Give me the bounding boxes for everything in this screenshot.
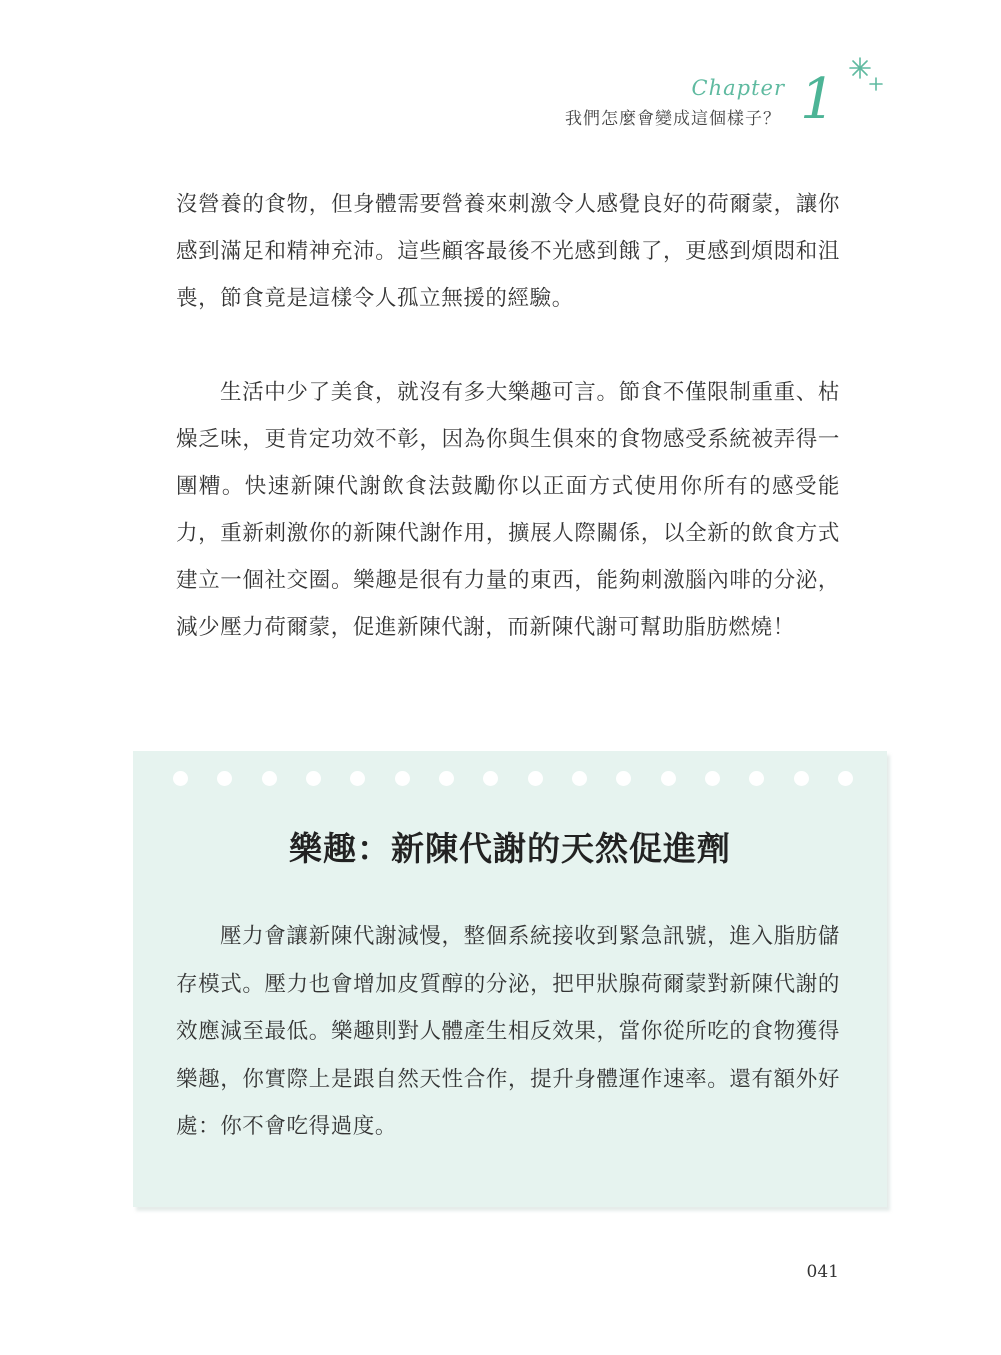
body-paragraph-1: 沒營養的食物，但身體需要營養來刺激令人感覺良好的荷爾蒙，讓你感到滿足和精神充沛。這些顧客最後不光感到餓了，更感到煩悶和沮喪，節食竟是這樣令人孤立無援的經驗。 (176, 192, 840, 311)
chapter-label: Chapter (691, 76, 785, 100)
dot-icon (705, 771, 720, 786)
dot-icon (794, 771, 809, 786)
dot-icon (528, 771, 543, 786)
dot-icon (395, 771, 410, 786)
dot-icon (350, 771, 365, 786)
decorative-dots (173, 771, 853, 787)
dot-icon (439, 771, 454, 786)
dot-icon (262, 771, 277, 786)
dot-icon (173, 771, 188, 786)
dot-icon (572, 771, 587, 786)
dot-icon (483, 771, 498, 786)
dot-icon (838, 771, 853, 786)
dot-icon (661, 771, 676, 786)
chapter-title: 我們怎麼會變成這個樣子？ (565, 109, 781, 129)
dot-icon (217, 771, 232, 786)
dot-icon (616, 771, 631, 786)
callout-paragraph: 壓力會讓新陳代謝減慢，整個系統接收到緊急訊號，進入脂肪儲存模式。壓力也會增加皮質醇的分泌，把甲狀腺荷爾蒙對新陳代謝的效應減至最低。樂趣則對人體產生相反效果，當你從所吃的食物獲得樂趣，你實際上是跟自然天性合作，提升身體運作速率。還有額外好處：你不會吃得過度。 (176, 924, 840, 1139)
chapter-number: 1 (800, 67, 836, 132)
callout-title: 樂趣：新陳代謝的天然促進劑 (289, 829, 731, 868)
sparkle-icon (846, 52, 886, 96)
dot-icon (749, 771, 764, 786)
dot-icon (306, 771, 321, 786)
page-number: 041 (806, 1262, 839, 1282)
callout-box (133, 751, 887, 1207)
body-paragraph-2: 生活中少了美食，就沒有多大樂趣可言。節食不僅限制重重、枯燥乏味，更肯定功效不彰，因為你與生俱來的食物感受系統被弄得一團糟。快速新陳代謝飲食法鼓勵你以正面方式使用你所有的感受能力，重新刺激你的新陳代謝作用，擴展人際關係，以全新的飲食方式建立一個社交圈。樂趣是很有力量的東西，能夠刺激腦內啡的分泌，減少壓力荷爾蒙，促進新陳代謝，而新陳代謝可幫助脂肪燃燒！ (176, 380, 840, 640)
